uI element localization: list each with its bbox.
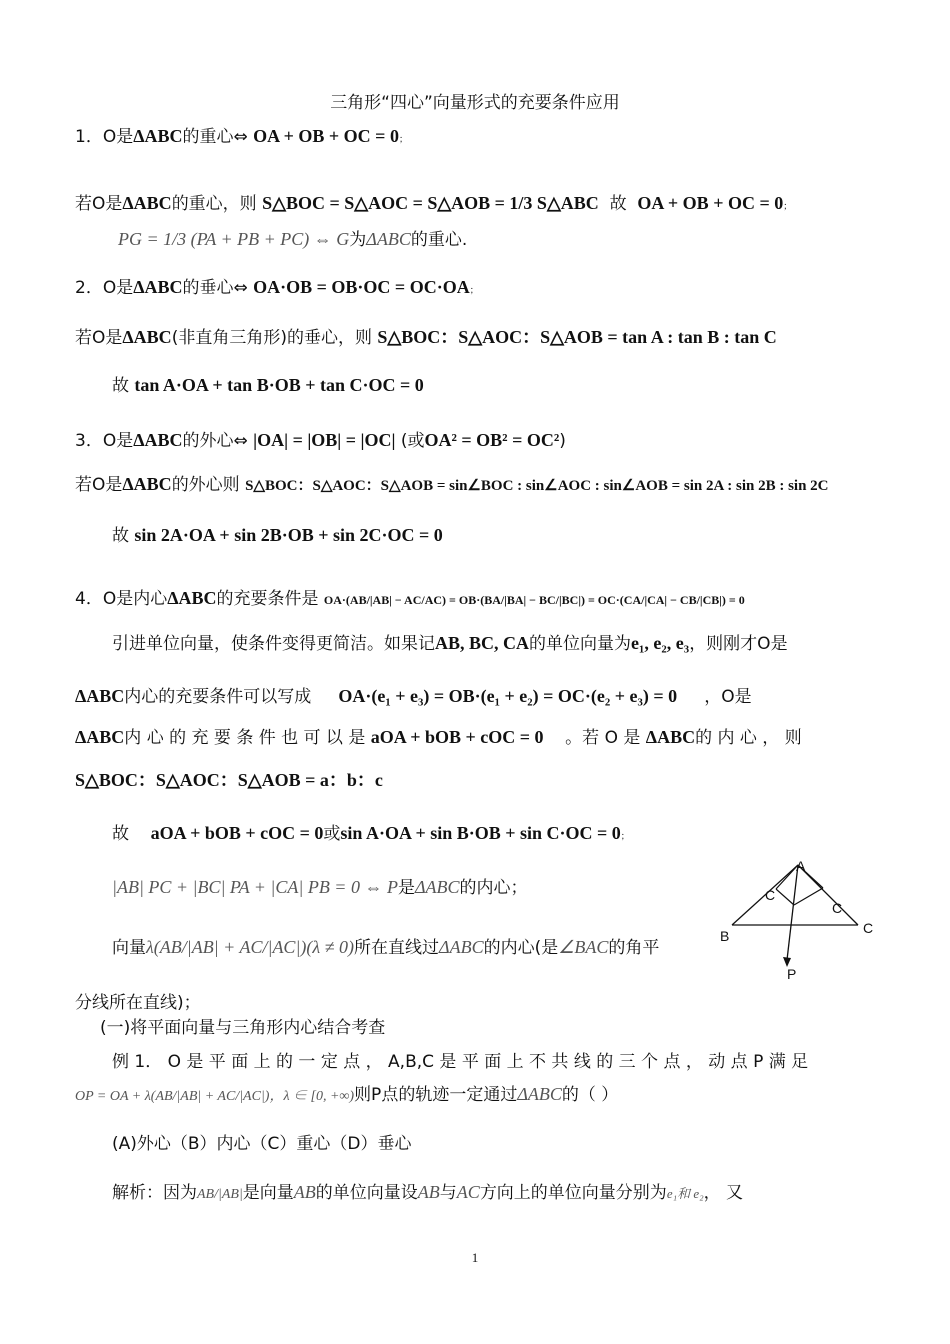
orthocenter-tan-statement: 故 tan A·OA + tan B·OB + tan C·OC = 0 (112, 375, 424, 396)
label-c-vertex: C (863, 920, 874, 936)
item-2-orthocenter: 2．O是ΔABC的垂心⇔ OA·OB = OB·OC = OC·OA； (75, 277, 479, 298)
centroid-area-statement: 若O是ΔABC的重心，则 S△BOC = S△AOC = S△AOB = 1/3 S△ABC 故 OA + OB + OC = 0； (75, 193, 793, 214)
label-a: A (796, 858, 806, 874)
item-3-circumcenter: 3．O是ΔABC的外心⇔ |OA| = |OB| = |OC| (或OA² = OB² = OC²) (75, 430, 566, 451)
orthocenter-area-statement: 若O是ΔABC(非直角三角形)的垂心，则 S△BOC：S△AOC：S△AOB = tan A : tan B : tan C (75, 327, 777, 348)
incenter-vector-sum: 故 aOA + bOB + cOC = 0或sin A·OA + sin B·OB + sin C·OC = 0； (112, 823, 630, 844)
incenter-unit-vector-condition: ΔABC内心的充要条件可以写成 OA·(e₁ + e₃) = OB·(e₁ + e₂) = OC·(e₂ + e₃) = 0 ，O是 (75, 686, 752, 707)
example-1-options: (A)外心（B）内心（C）重心（D）垂心 (112, 1134, 412, 1154)
incenter-triangle-figure (710, 855, 890, 985)
circumcenter-sin-statement: 故 sin 2A·OA + sin 2B·OB + sin 2C·OC = 0 (112, 525, 443, 546)
centroid-vector-condition: OA + OB + OC = 0 (253, 126, 399, 146)
label-p: P (787, 966, 797, 982)
angle-bisector-statement: 向量λ(AB/|AB| + AC/|AC|)(λ ≠ 0)所在直线过ΔABC的内心(是∠BAC的角平 (112, 937, 660, 958)
parallelogram-side-1 (776, 889, 794, 905)
label-b: B (720, 928, 730, 944)
incenter-area-ratio: S△BOC：S△AOC：S△AOB = a：b：c (75, 770, 383, 790)
example-1-condition: OP = OA + λ(AB/|AB| + AC/|AC|)，λ ∈ [0, +∞)则P点的轨迹一定通过ΔABC的（ ） (75, 1084, 619, 1105)
unit-vector-intro: 引进单位向量，使条件变得更简洁。如果记AB, BC, CA的单位向量为e₁, e₂, e₃，则刚才O是 (112, 633, 788, 654)
incenter-p-statement: |AB| PC + |BC| PA + |CA| PB = 0 ⇔ P是ΔABC的内心； (112, 877, 528, 898)
bisector-vector-p (787, 865, 798, 960)
page-number: 1 (471, 1250, 479, 1265)
item-1-centroid: 1．O是ΔABC的重心⇔ OA + OB + OC = 0； (75, 126, 408, 147)
item-4-incenter: 4．O是内心ΔABC的充要条件是 OA·(AB/|AB| − AC/AC) = OB·(BA/|BA| − BC/|BC|) = OC·(CA/|CA| − CB/|CB|) = 0 (75, 588, 745, 609)
incenter-abc-condition: ΔABC内 心 的 充 要 条 件 也 可 以 是 aOA + bOB + cOC = 0 。若 O 是 ΔABC的 内 心 ， 则 (75, 727, 802, 748)
example-1-analysis: 解析：因为AB/|AB|是向量AB的单位向量设AB与AC方向上的单位向量分别为e₁和 e₂， 又 (112, 1182, 744, 1203)
parallelogram-side-2 (794, 888, 823, 905)
centroid-area-ratio: S△BOC = S△AOC = S△AOB = 1/3 S△ABC (262, 193, 599, 213)
centroid-pg-statement: PG = 1/3 (PA + PB + PC) ⇔ G为ΔABC的重心. (118, 229, 468, 250)
label-c-right: C (832, 900, 843, 916)
angle-bisector-continuation: 分线所在直线)； (75, 993, 201, 1013)
page-title: 三角形“四心”向量形式的充要条件应用 (330, 93, 620, 113)
unit-vector-e1 (776, 865, 798, 889)
example-1-statement: 例 1． O 是 平 面 上 的 一 定 点 ， A,B,C 是 平 面 上 不 共 线 的 三 个 点 ， 动 点 P 满 足 (112, 1052, 809, 1072)
label-c-left: C (765, 887, 776, 903)
section-heading-incenter: (一)将平面向量与三角形内心结合考查 (100, 1018, 386, 1038)
circumcenter-area-statement: 若O是ΔABC的外心则 S△BOC：S△AOC：S△AOB = sin∠BOC : sin∠AOC : sin∠AOB = sin 2A : sin 2B : sin 2C (75, 474, 829, 495)
